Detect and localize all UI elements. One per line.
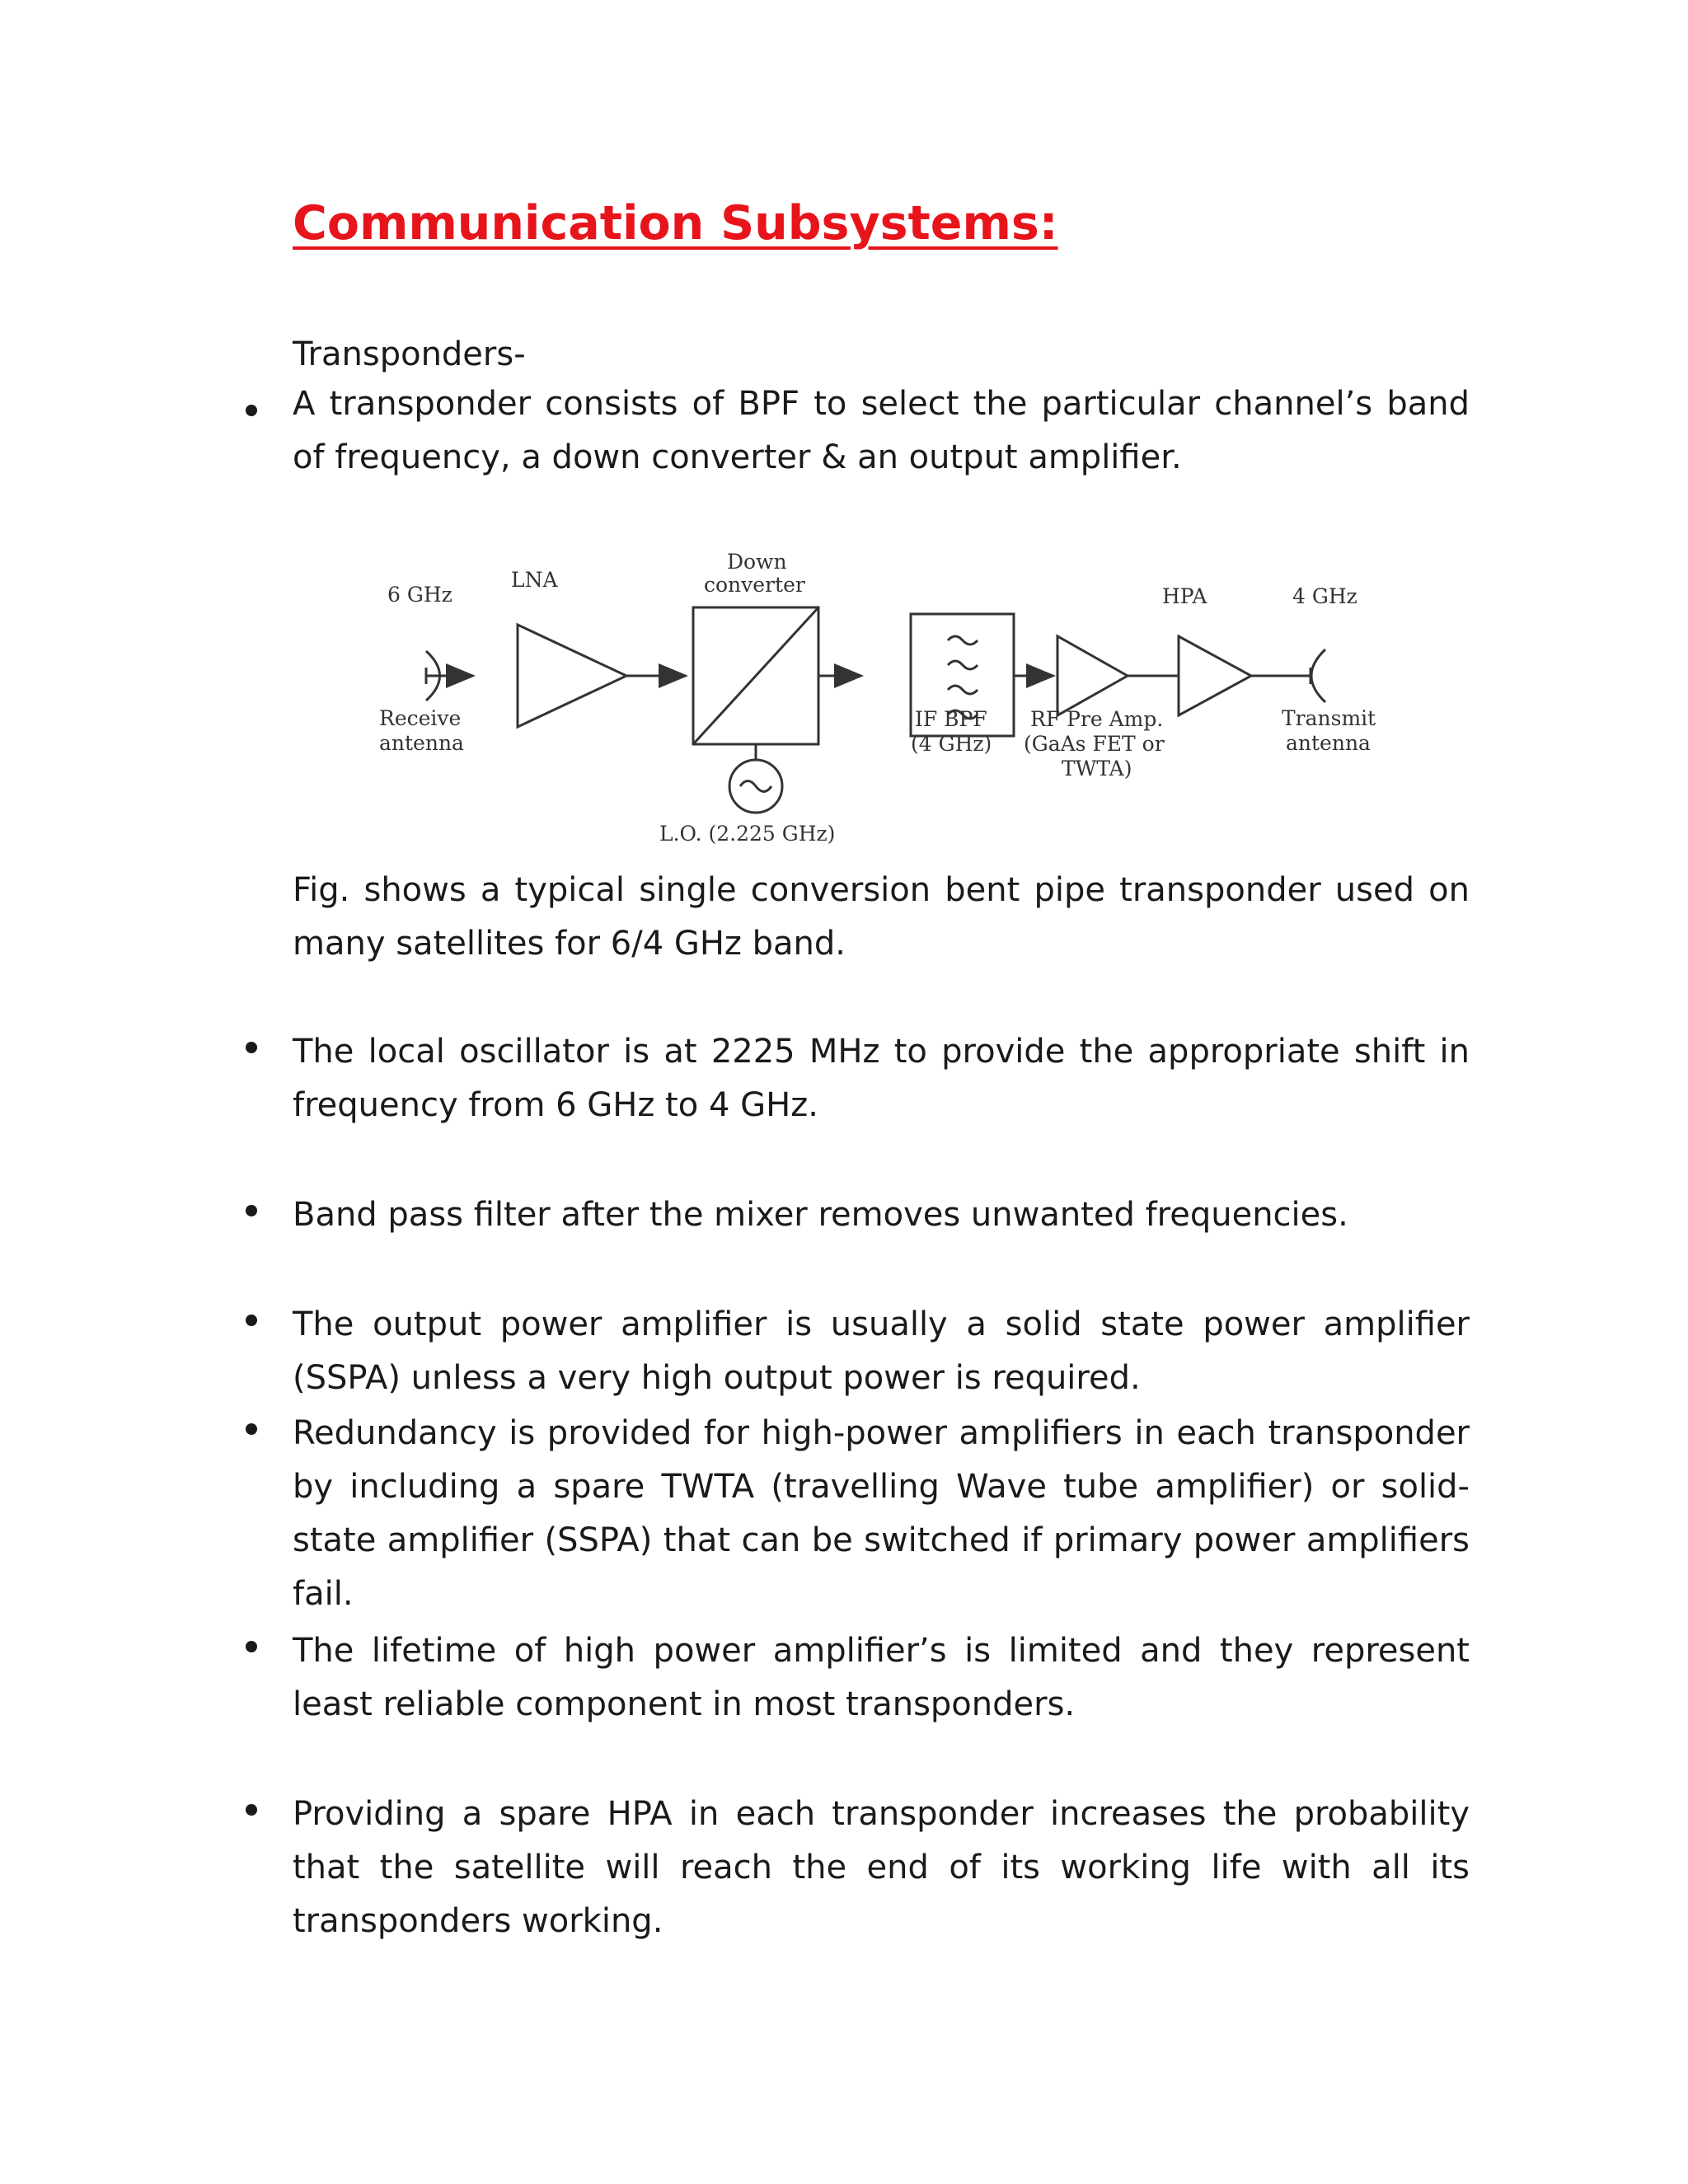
bullet-item-3: Band pass filter after the mixer removes unwanted frequencies. [293,1196,1348,1234]
hpa-amplifier-icon [1179,636,1251,715]
bullet-item-4: The output power amplifier is usually a solid state power amplifier (SSPA) unless a very high output power is required. [293,1305,1470,1397]
rf-preamp-label: (GaAs FET or [1024,732,1165,756]
bullet-dot [246,1641,257,1652]
receive-antenna-icon [426,651,447,701]
page-title: Communication Subsystems: [293,196,1058,251]
bullet-dot [246,1804,257,1816]
down-converter-label: Down [727,550,787,574]
bullet-dot [246,1042,257,1053]
transmit-antenna-label: Transmit [1282,706,1376,730]
bullet-item-6: The lifetime of high power amplifier’s is limited and they represent least reliable component in most transponders. [293,1632,1470,1723]
bullet-dot [246,1315,257,1326]
local-oscillator-label: L.O. (2.225 GHz) [659,822,836,846]
rf-preamp-label: TWTA) [1062,757,1132,780]
bullet-dot [246,405,257,416]
bullet-item-2: The local oscillator is at 2225 MHz to provide the appropriate shift in frequency from 6 GHz to 4 GHz. [293,1033,1470,1124]
bullet-dot [246,1423,257,1435]
down-converter-label: converter [704,573,805,597]
section-subtitle: Transponders- [293,335,526,373]
bullet-dot [246,1205,257,1216]
figure-caption: Fig. shows a typical single conversion bent pipe transponder used on many satellites for 6/4 GHz band. [293,871,1470,963]
bullet-item-5: Redundancy is provided for high-power amplifiers in each transponder by including a spare TWTA (travelling Wave tube amplifier) or solid-state amplifier (SSPA) that can be switched if primary power amplifiers fail. [293,1414,1470,1613]
rf-preamp-label: RF Pre Amp. [1030,707,1164,731]
transmit-antenna-icon [1311,649,1325,702]
transponder-diagram [371,536,1401,857]
if-bpf-label: IF BPF [915,707,987,731]
lna-label: LNA [511,568,558,592]
transmit-antenna-label: antenna [1286,731,1371,755]
rf-preamp-amplifier-icon [1057,636,1128,715]
rx-frequency-label: 6 GHz [387,583,452,607]
receive-antenna-label: Receive [379,706,462,730]
tx-frequency-label: 4 GHz [1292,584,1357,608]
hpa-label: HPA [1162,584,1207,608]
bullet-item-7: Providing a spare HPA in each transponder increases the probability that the satellite will reach the end of its working life with all its transponders working. [293,1795,1470,1940]
down-converter-icon [693,607,818,744]
receive-antenna-label: antenna [379,731,464,755]
if-bpf-label: (4 GHz) [911,732,992,756]
bullet-item-1: A transponder consists of BPF to select the particular channel’s band of frequency, a down converter & an output amplifier. [293,385,1470,476]
local-oscillator-icon [729,760,782,813]
lna-amplifier-icon [518,625,626,727]
